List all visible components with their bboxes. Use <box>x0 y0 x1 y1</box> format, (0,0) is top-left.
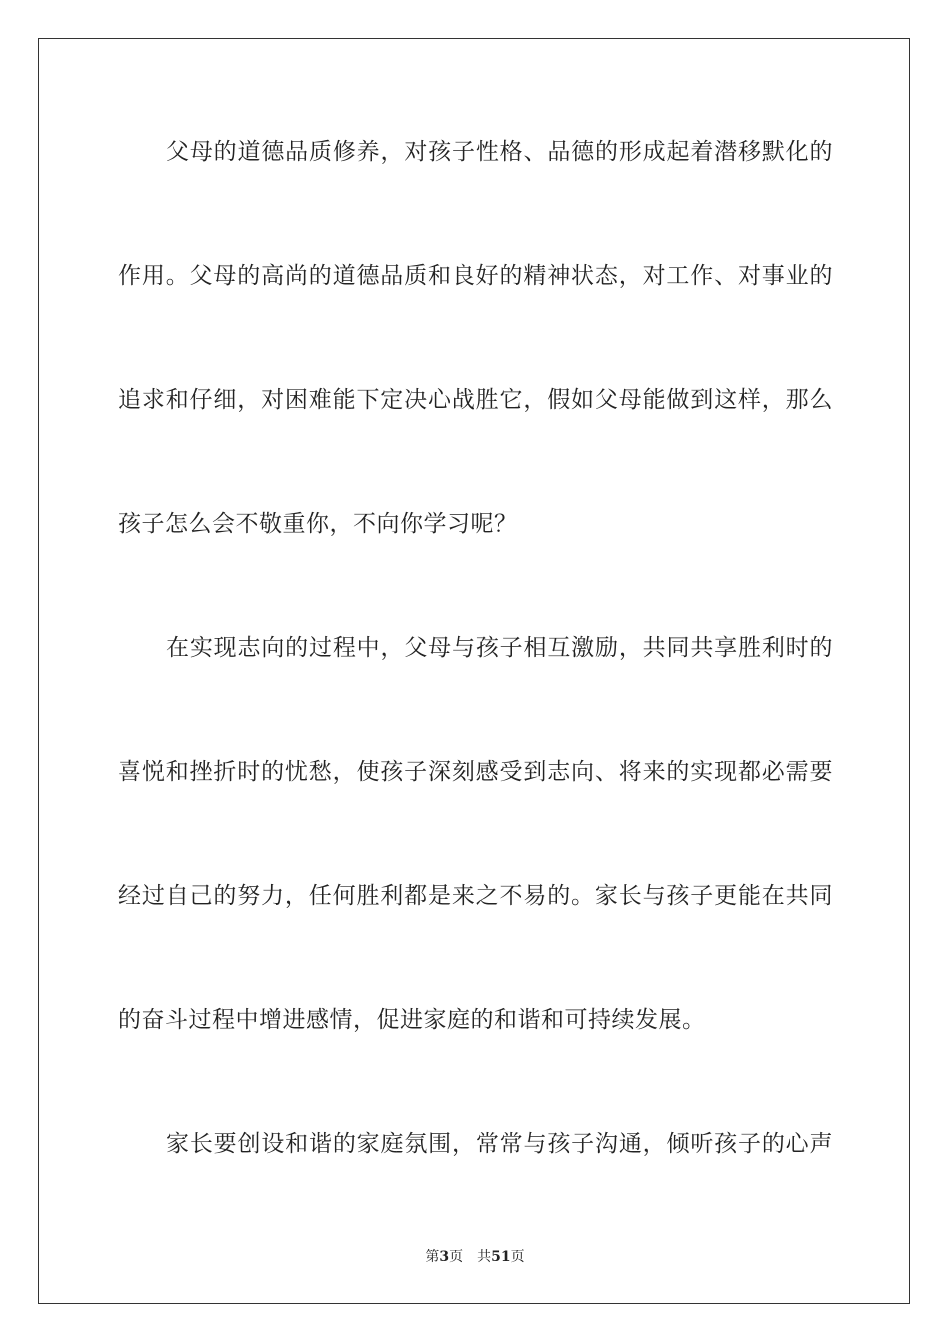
total-suffix: 页 <box>510 1249 525 1265</box>
paragraph-line: 在实现志向的过程中，父母与孩子相互激励，共同共享胜利时的 <box>166 635 833 661</box>
paragraph-line: 家长要创设和谐的家庭氛围，常常与孩子沟通，倾听孩子的心声 <box>166 1131 833 1157</box>
page-suffix: 页 <box>449 1249 464 1265</box>
total-pages: 51 <box>491 1249 511 1265</box>
page-footer <box>0 1248 950 1266</box>
page-border <box>38 38 910 1304</box>
paragraph-line: 的奋斗过程中增进感情，促进家庭的和谐和可持续发展。 <box>118 1007 706 1033</box>
paragraph-line: 孩子怎么会不敬重你，不向你学习呢？ <box>118 511 518 537</box>
paragraph-line: 作用。父母的高尚的道德品质和良好的精神状态，对工作、对事业的 <box>118 263 833 289</box>
paragraph-line: 喜悦和挫折时的忧愁，使孩子深刻感受到志向、将来的实现都必需要 <box>118 759 833 785</box>
paragraph-line: 追求和仔细，对困难能下定决心战胜它，假如父母能做到这样，那么 <box>118 387 833 413</box>
paragraph-line: 经过自己的努力，任何胜利都是来之不易的。家长与孩子更能在共同 <box>118 883 833 909</box>
page-number: 3 <box>439 1249 450 1265</box>
page-prefix: 第 <box>425 1249 440 1265</box>
total-prefix: 共 <box>477 1249 492 1265</box>
paragraph-line: 父母的道德品质修养，对孩子性格、品德的形成起着潜移默化的 <box>166 139 833 165</box>
